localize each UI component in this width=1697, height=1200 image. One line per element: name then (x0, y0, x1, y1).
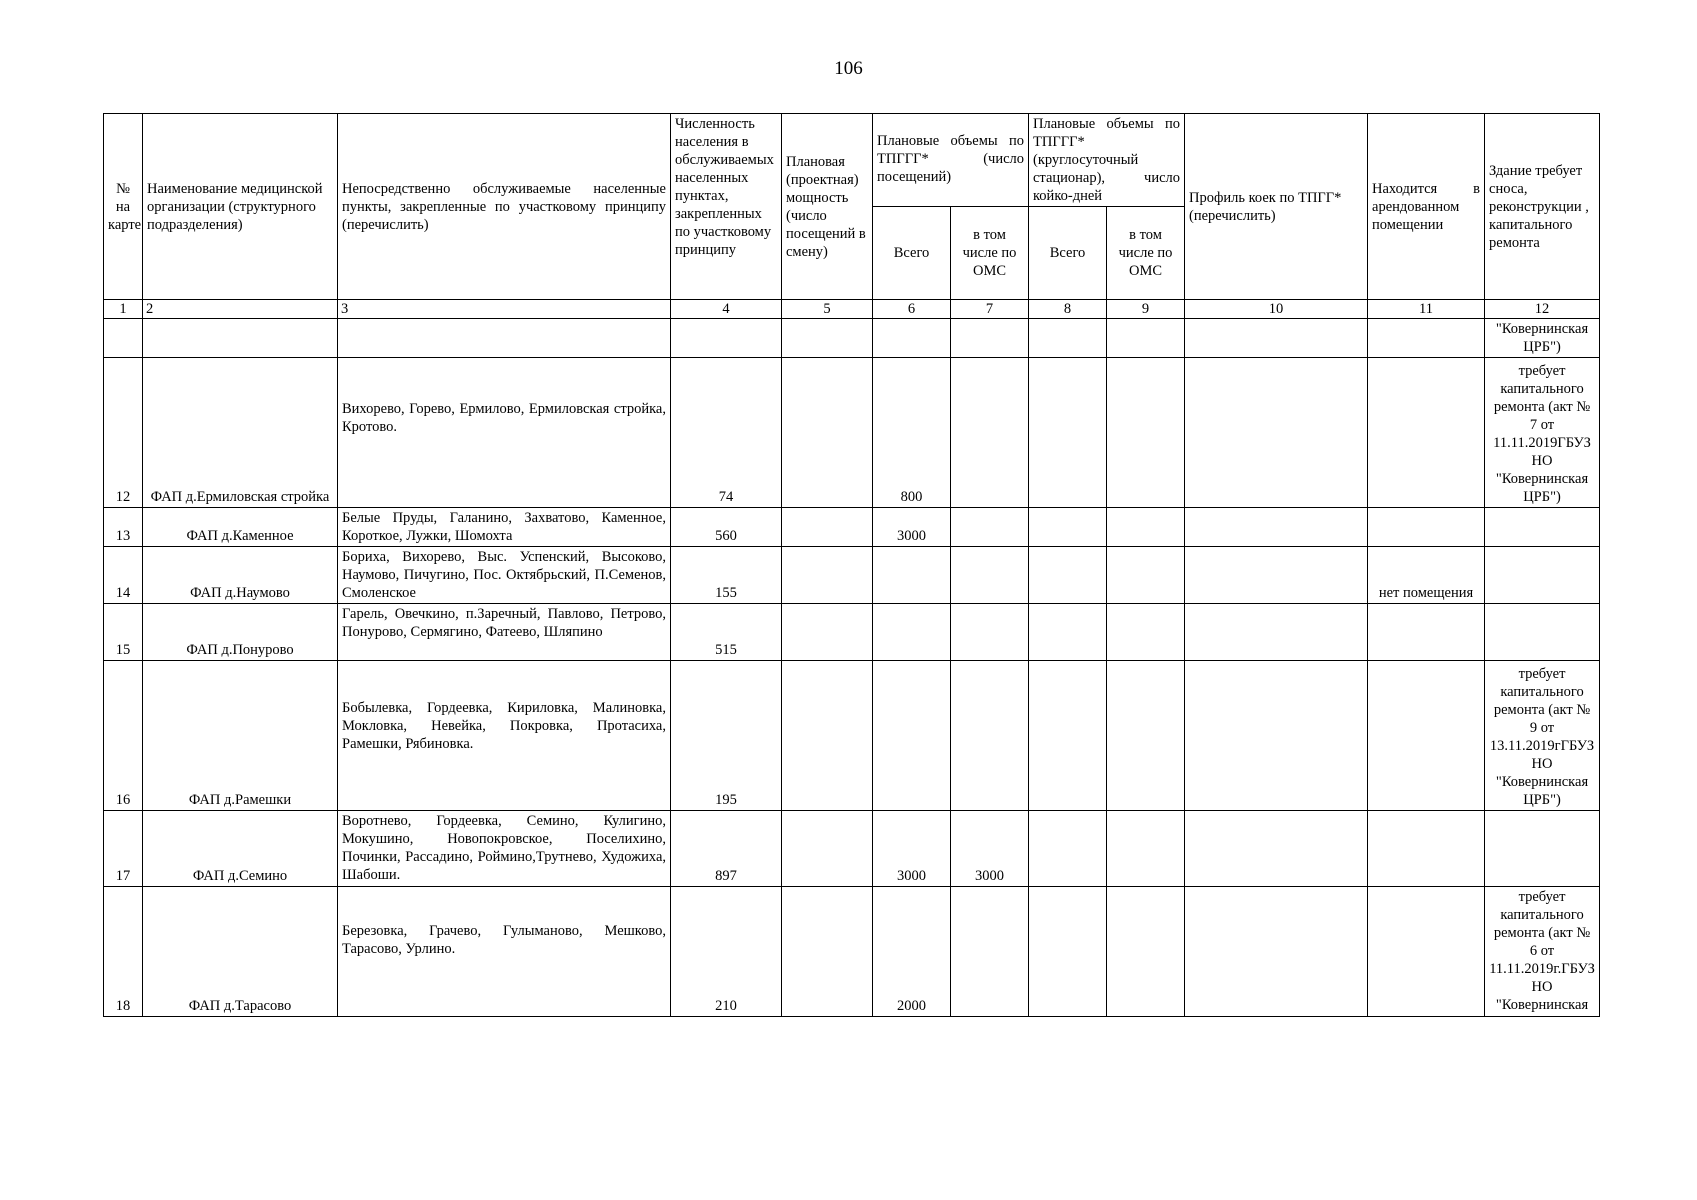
row-building-state: требует капитального ремонта (акт № 6 от 11.11.2019г.ГБУЗ НО "Ковернинская (1485, 887, 1600, 1017)
row-building-state (1485, 547, 1600, 604)
column-number: 1 (104, 300, 143, 319)
row-settlements: Березовка, Грачево, Гулыманово, Мешково, Тарасово, Урлино. (338, 887, 671, 1017)
row-building-state (1485, 508, 1600, 547)
row-visits-oms (951, 547, 1029, 604)
header-capacity: Плановая (проектная) мощность (число посещений в смену) (782, 114, 873, 300)
row-settlements: Гарель, Овечкино, п.Заречный, Павлово, Петрово, Понурово, Сермягино, Фатеево, Шляпино (338, 604, 671, 661)
row-population: 210 (671, 887, 782, 1017)
row-settlements: Белые Пруды, Галанино, Захватово, Каменное, Короткое, Лужки, Шомохта (338, 508, 671, 547)
header-settlements: Непосредственно обслуживаемые населенные пункты, закрепленные по участковому принципу (перечислить) (338, 114, 671, 300)
row-beddays-total (1029, 661, 1107, 811)
row-beddays-total (1029, 547, 1107, 604)
row-beddays-total (1029, 811, 1107, 887)
row-visits-oms (951, 319, 1029, 358)
row-beddays-oms (1107, 547, 1185, 604)
column-number: 3 (338, 300, 671, 319)
row-map-number: 16 (104, 661, 143, 811)
facilities-table (103, 113, 1600, 1017)
column-number: 7 (951, 300, 1029, 319)
table-row (104, 358, 1600, 508)
row-population: 560 (671, 508, 782, 547)
table-row (104, 508, 1600, 547)
row-bed-profile (1185, 358, 1368, 508)
column-number: 6 (873, 300, 951, 319)
row-map-number: 14 (104, 547, 143, 604)
row-capacity (782, 887, 873, 1017)
row-capacity (782, 358, 873, 508)
header-beddays-total: Всего (1029, 207, 1107, 300)
row-bed-profile (1185, 604, 1368, 661)
header-population: Численность населения в обслуживаемых населенных пунктах, закрепленных по участковому принципу (671, 114, 782, 300)
column-number: 8 (1029, 300, 1107, 319)
row-beddays-oms (1107, 319, 1185, 358)
row-population: 155 (671, 547, 782, 604)
table-row (104, 661, 1600, 811)
row-visits-oms (951, 604, 1029, 661)
row-organization: ФАП д.Понурово (143, 604, 338, 661)
row-rented (1368, 508, 1485, 547)
row-map-number: 18 (104, 887, 143, 1017)
header-planned-beddays: Плановые объемы по ТПГГГ* (круглосуточный стационар), число койко-дней (1029, 114, 1185, 207)
table-row (104, 547, 1600, 604)
table-row (104, 319, 1600, 358)
row-building-state: требует капитального ремонта (акт № 7 от 11.11.2019ГБУЗ НО "Ковернинская ЦРБ") (1485, 358, 1600, 508)
header-organization: Наименование медицинской организации (структурного подразделения) (143, 114, 338, 300)
row-visits-total (873, 319, 951, 358)
header-visits-total: Всего (873, 207, 951, 300)
header-visits-oms: в том числе по ОМС (951, 207, 1029, 300)
column-number: 11 (1368, 300, 1485, 319)
row-rented (1368, 887, 1485, 1017)
row-visits-total: 3000 (873, 508, 951, 547)
row-beddays-oms (1107, 661, 1185, 811)
row-bed-profile (1185, 547, 1368, 604)
row-beddays-total (1029, 604, 1107, 661)
row-beddays-total (1029, 319, 1107, 358)
row-map-number: 17 (104, 811, 143, 887)
row-bed-profile (1185, 887, 1368, 1017)
row-capacity (782, 811, 873, 887)
header-row-1 (104, 114, 1600, 207)
column-number: 10 (1185, 300, 1368, 319)
row-population: 897 (671, 811, 782, 887)
row-visits-oms (951, 887, 1029, 1017)
row-organization: ФАП д.Семино (143, 811, 338, 887)
header-bed-profile: Профиль коек по ТПГГ* (перечислить) (1185, 114, 1368, 300)
row-capacity (782, 547, 873, 604)
row-population: 74 (671, 358, 782, 508)
header-beddays-oms: в том числе по ОМС (1107, 207, 1185, 300)
row-beddays-total (1029, 508, 1107, 547)
row-population (671, 319, 782, 358)
row-capacity (782, 604, 873, 661)
row-beddays-oms (1107, 887, 1185, 1017)
row-visits-total: 2000 (873, 887, 951, 1017)
row-capacity (782, 508, 873, 547)
column-number: 2 (143, 300, 338, 319)
column-number: 12 (1485, 300, 1600, 319)
row-visits-total (873, 604, 951, 661)
row-beddays-oms (1107, 604, 1185, 661)
row-visits-total (873, 661, 951, 811)
header-rented: Находится в арендованном помещении (1368, 114, 1485, 300)
row-building-state (1485, 811, 1600, 887)
header-map-number: № на карте (104, 114, 143, 300)
row-building-state: "Ковернинская ЦРБ") (1485, 319, 1600, 358)
row-map-number: 15 (104, 604, 143, 661)
row-beddays-oms (1107, 508, 1185, 547)
row-beddays-oms (1107, 358, 1185, 508)
row-capacity (782, 661, 873, 811)
row-settlements (338, 319, 671, 358)
table-row (104, 811, 1600, 887)
row-bed-profile (1185, 508, 1368, 547)
column-number: 5 (782, 300, 873, 319)
row-building-state (1485, 604, 1600, 661)
row-beddays-total (1029, 358, 1107, 508)
row-beddays-oms (1107, 811, 1185, 887)
row-map-number (104, 319, 143, 358)
row-visits-total: 3000 (873, 811, 951, 887)
row-rented (1368, 811, 1485, 887)
row-visits-oms (951, 661, 1029, 811)
row-building-state: требует капитального ремонта (акт № 9 от 13.11.2019гГБУЗ НО "Ковернинская ЦРБ") (1485, 661, 1600, 811)
row-visits-total: 800 (873, 358, 951, 508)
row-rented (1368, 661, 1485, 811)
row-visits-total (873, 547, 951, 604)
header-building-state: Здание требует сноса, реконструкции , капитального ремонта (1485, 114, 1600, 300)
row-rented: нет помещения (1368, 547, 1485, 604)
row-organization: ФАП д.Рамешки (143, 661, 338, 811)
row-visits-oms (951, 508, 1029, 547)
row-rented (1368, 319, 1485, 358)
row-organization: ФАП д.Ермиловская стройка (143, 358, 338, 508)
row-organization: ФАП д.Тарасово (143, 887, 338, 1017)
column-numbers-row (104, 300, 1600, 319)
row-visits-oms: 3000 (951, 811, 1029, 887)
table-row (104, 604, 1600, 661)
row-organization: ФАП д.Каменное (143, 508, 338, 547)
column-number: 9 (1107, 300, 1185, 319)
column-number: 4 (671, 300, 782, 319)
row-bed-profile (1185, 811, 1368, 887)
row-map-number: 13 (104, 508, 143, 547)
row-population: 195 (671, 661, 782, 811)
row-rented (1368, 358, 1485, 508)
row-population: 515 (671, 604, 782, 661)
row-settlements: Вихорево, Горево, Ермилово, Ермиловская стройка, Кротово. (338, 358, 671, 508)
row-map-number: 12 (104, 358, 143, 508)
table-row (104, 887, 1600, 1017)
row-bed-profile (1185, 661, 1368, 811)
row-rented (1368, 604, 1485, 661)
row-settlements: Бориха, Вихорево, Выс. Успенский, Высоково, Наумово, Пичугино, Пос. Октябрьский, П.Семенов, Смоленское (338, 547, 671, 604)
row-beddays-total (1029, 887, 1107, 1017)
row-visits-oms (951, 358, 1029, 508)
header-planned-visits: Плановые объемы по ТПГГГ* (число посещений) (873, 114, 1029, 207)
row-settlements: Бобылевка, Гордеевка, Кириловка, Малиновка, Мокловка, Невейка, Покровка, Протасиха, Рамешки, Рябиновка. (338, 661, 671, 811)
row-settlements: Воротнево, Гордеевка, Семино, Кулигино, Мокушино, Новопокровское, Поселихино, Починки, Рассадино, Роймино,Трутнево, Художиха, Шабоши. (338, 811, 671, 887)
row-bed-profile (1185, 319, 1368, 358)
row-organization: ФАП д.Наумово (143, 547, 338, 604)
row-organization (143, 319, 338, 358)
page-number: 106 (834, 58, 863, 79)
row-capacity (782, 319, 873, 358)
